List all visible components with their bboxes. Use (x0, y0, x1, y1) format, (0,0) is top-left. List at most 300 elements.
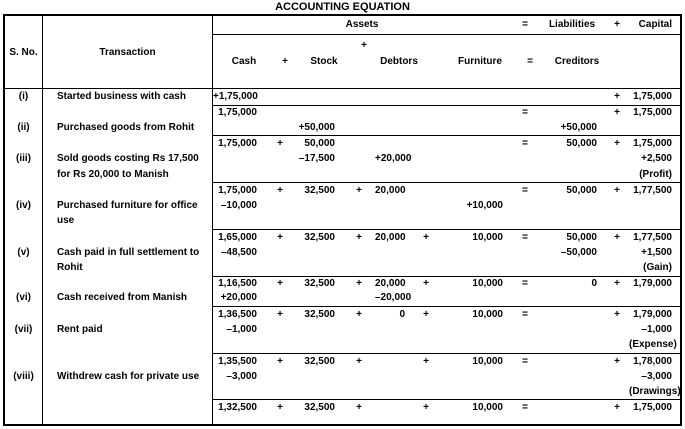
plus-op (605, 151, 629, 166)
equation-line (213, 167, 680, 182)
equals-op: = (522, 184, 528, 196)
transaction-text: Cash paid in full settlement to (57, 247, 200, 259)
plus-op (605, 245, 629, 260)
plus-op (265, 337, 295, 352)
header-column-labels (218, 53, 685, 70)
header-liabilities: Liabilities (548, 19, 596, 30)
capital-value: 1,75,000 (633, 138, 672, 149)
equals-op (511, 167, 539, 182)
serial-number: (v) (17, 247, 30, 259)
transaction-text: use (57, 215, 75, 227)
equation-line (213, 136, 680, 151)
serial-number (5, 307, 42, 322)
stock-value: 32,500 (304, 355, 335, 367)
transaction-text: Cash received from Manish (57, 292, 188, 304)
serial-number-cell (5, 354, 43, 401)
equals-op: = (522, 138, 528, 149)
equals-op: = (522, 308, 528, 320)
creditors-value (539, 369, 605, 384)
serial-number (5, 167, 42, 182)
creditors-value (539, 400, 605, 416)
accounting-equation-table (3, 14, 682, 426)
cash-value: 1,75,000 (218, 184, 257, 196)
equals-op (511, 121, 539, 136)
cash-value: +20,000 (220, 292, 257, 304)
plus-op: + (277, 138, 283, 149)
furniture-value (439, 121, 511, 136)
plus-op: + (614, 91, 620, 102)
plus-op: + (356, 308, 362, 320)
plus-op: + (356, 184, 362, 196)
plus-op (605, 198, 629, 213)
stock-value: 32,500 (304, 184, 335, 196)
plus-op (605, 291, 629, 306)
creditors-value: 50,000 (566, 184, 597, 196)
stock-value: +50,000 (298, 121, 335, 133)
cash-value: –10,000 (220, 200, 257, 212)
plus-op (343, 213, 375, 228)
stock-value: 32,500 (304, 402, 335, 414)
equals-op (511, 291, 539, 306)
creditors-value (539, 213, 605, 228)
furniture-value (439, 291, 511, 306)
creditors-value (539, 322, 605, 337)
plus-op: + (614, 402, 620, 414)
plus-op: + (277, 231, 283, 243)
plus-op (265, 260, 295, 275)
debtors-value: +20,000 (375, 153, 412, 165)
serial-number-cell (5, 89, 43, 106)
plus-op (413, 89, 439, 105)
furniture-value (439, 213, 511, 228)
plus-op (265, 213, 295, 228)
plus-op (265, 106, 295, 121)
plus-op (343, 136, 375, 151)
serial-number: (vi) (16, 292, 31, 304)
equation-cell (213, 136, 680, 183)
capital-value: (Expense) (629, 339, 677, 351)
transaction-cell (43, 183, 213, 230)
creditors-value (539, 167, 605, 182)
transaction-text: Started business with cash (57, 91, 186, 102)
equation-line (213, 400, 680, 416)
plus-sign: + (361, 40, 367, 51)
plus-op (605, 384, 629, 399)
debtors-value (375, 198, 413, 213)
capital-value: (Drawings) (629, 386, 681, 398)
creditors-value (539, 384, 605, 399)
plus-op: + (356, 231, 362, 243)
cash-value: 1,16,500 (218, 277, 257, 289)
creditors-value (539, 106, 605, 121)
serial-number-cell (5, 230, 43, 277)
plus-op: + (614, 277, 620, 289)
plus-op (413, 245, 439, 260)
debtors-value (375, 121, 413, 136)
plus-op: + (614, 355, 620, 367)
transaction-row-group (5, 183, 680, 230)
plus-op: + (277, 402, 283, 414)
furniture-value (439, 369, 511, 384)
equals-op (511, 260, 539, 275)
debtors-value (375, 245, 413, 260)
furniture-value (439, 89, 511, 105)
furniture-value: 10,000 (472, 355, 503, 367)
header-furniture: Furniture (458, 56, 502, 67)
furniture-value: 10,000 (472, 231, 503, 243)
debtors-value: 20,000 (375, 231, 406, 243)
stock-value (295, 167, 343, 182)
transaction-text (43, 354, 212, 369)
cash-value (213, 337, 265, 352)
plus-op: + (423, 402, 429, 414)
plus-op (265, 151, 295, 166)
capital-value: (Profit) (639, 168, 672, 180)
equals-op: = (522, 107, 528, 118)
equals-op (511, 89, 539, 105)
serial-number-cell (5, 183, 43, 230)
plus-op (605, 167, 629, 182)
equals-sign: = (522, 19, 528, 30)
debtors-value: 20,000 (375, 184, 406, 196)
cash-value (213, 260, 265, 275)
equals-op (511, 198, 539, 213)
equals-op (511, 213, 539, 228)
transaction-row-group (5, 106, 680, 136)
cash-value: +1,75,000 (213, 91, 258, 102)
plus-op (413, 369, 439, 384)
furniture-value (439, 136, 511, 151)
cash-value: 1,36,500 (218, 308, 257, 320)
capital-value (629, 213, 680, 228)
table-body (5, 89, 680, 424)
equals-op: = (522, 231, 528, 243)
plus-op (413, 260, 439, 275)
capital-value: –1,000 (641, 323, 672, 335)
transaction-text (43, 400, 212, 416)
equals-op (511, 322, 539, 337)
furniture-value (439, 183, 511, 198)
cash-value: 1,75,000 (218, 138, 257, 149)
transaction-row-group (5, 277, 680, 307)
header-plus-wrap-line (218, 35, 685, 53)
equals-op (511, 384, 539, 399)
equals-op: = (522, 402, 528, 414)
transaction-text: Withdrew cash for private use (57, 370, 200, 382)
debtors-value (375, 260, 413, 275)
stock-value (295, 89, 343, 105)
plus-op (413, 337, 439, 352)
stock-value (295, 213, 343, 228)
plus-op (413, 213, 439, 228)
furniture-value (439, 167, 511, 182)
plus-op (343, 337, 375, 352)
transaction-row-group (5, 89, 680, 106)
debtors-value (375, 167, 413, 182)
capital-value: 1,77,500 (633, 231, 672, 243)
stock-value: 32,500 (304, 277, 335, 289)
transaction-text: Purchased goods from Rohit (57, 121, 195, 133)
creditors-value (539, 151, 605, 166)
cash-value (213, 151, 265, 166)
debtors-value (375, 384, 413, 399)
equation-cell (213, 89, 680, 106)
cash-value (213, 167, 265, 182)
serial-number: (viii) (13, 370, 34, 382)
header-equation-bottom (213, 35, 680, 88)
plus-op (413, 384, 439, 399)
cash-value: 1,75,000 (218, 107, 257, 118)
plus-op: + (277, 308, 283, 320)
transaction-row-group (5, 230, 680, 277)
equation-line (213, 230, 680, 245)
equation-line (213, 384, 680, 399)
equals-op: = (522, 277, 528, 289)
plus-op (343, 89, 375, 105)
transaction-cell (43, 136, 213, 183)
debtors-value (375, 89, 413, 105)
creditors-value: +50,000 (560, 121, 597, 133)
plus-op (343, 167, 375, 182)
capital-value: 1,77,500 (633, 184, 672, 196)
plus-op: + (356, 355, 362, 367)
equation-line (213, 354, 680, 369)
plus-op (343, 369, 375, 384)
equals-op (511, 337, 539, 352)
transaction-cell (43, 354, 213, 401)
stock-value (295, 198, 343, 213)
plus-op (265, 384, 295, 399)
creditors-value (539, 89, 605, 105)
plus-op (605, 213, 629, 228)
plus-op (343, 121, 375, 136)
furniture-value (439, 337, 511, 352)
serial-number (5, 260, 42, 275)
plus-op (265, 322, 295, 337)
creditors-value: 50,000 (566, 231, 597, 243)
furniture-value (439, 384, 511, 399)
equation-line (213, 151, 680, 166)
transaction-text: Sold goods costing Rs 17,500 (57, 153, 199, 165)
capital-value (629, 198, 680, 213)
plus-op: + (423, 308, 429, 320)
capital-value: +1,500 (641, 247, 672, 259)
plus-op (605, 121, 629, 136)
equals-op (511, 151, 539, 166)
plus-op (413, 183, 439, 198)
capital-value: 1,79,000 (633, 308, 672, 320)
plus-op (413, 121, 439, 136)
plus-op (265, 369, 295, 384)
cash-value: 1,65,000 (218, 231, 257, 243)
plus-op: + (356, 402, 362, 414)
plus-op: + (614, 231, 620, 243)
header-creditors: Creditors (554, 56, 600, 67)
debtors-value (375, 337, 413, 352)
cash-value (213, 121, 265, 136)
plus-op (343, 106, 375, 121)
equation-line (213, 369, 680, 384)
plus-op (413, 291, 439, 306)
equation-line (213, 277, 680, 292)
cash-value: –1,000 (226, 323, 257, 335)
equation-line (213, 245, 680, 260)
equals-op: = (522, 355, 528, 367)
furniture-value (439, 260, 511, 275)
equals-sign: = (527, 56, 533, 67)
plus-op: + (614, 308, 620, 320)
stock-value: –17,500 (298, 153, 335, 165)
transaction-text (43, 136, 212, 151)
equation-line (213, 121, 680, 136)
equation-cell (213, 400, 680, 424)
header-equation-area (213, 16, 680, 88)
debtors-value: –20,000 (375, 292, 412, 304)
plus-op (605, 322, 629, 337)
stock-value (295, 337, 343, 352)
plus-op (265, 198, 295, 213)
transaction-text (43, 106, 212, 121)
transaction-cell (43, 307, 213, 354)
header-capital: Capital (638, 19, 672, 30)
table-header (5, 16, 680, 89)
equation-cell (213, 354, 680, 401)
plus-op (343, 260, 375, 275)
debtors-value: 0 (399, 308, 405, 320)
equation-cell (213, 307, 680, 354)
debtors-value (375, 354, 413, 369)
equation-line (213, 291, 680, 306)
equation-cell (213, 106, 680, 136)
plus-op (343, 322, 375, 337)
transaction-row-group (5, 354, 680, 401)
header-equation-top (213, 16, 680, 35)
stock-value (295, 291, 343, 306)
equation-line (213, 337, 680, 352)
debtors-value (375, 369, 413, 384)
debtors-value (375, 106, 413, 121)
plus-op (265, 167, 295, 182)
stock-value (295, 245, 343, 260)
serial-number: (vii) (14, 323, 33, 335)
creditors-value (539, 291, 605, 306)
creditors-value (539, 260, 605, 275)
capital-value: 1,75,000 (633, 107, 672, 118)
capital-value (629, 291, 680, 306)
transaction-text: for Rs 20,000 to Manish (57, 168, 169, 180)
plus-op (343, 245, 375, 260)
plus-op (343, 151, 375, 166)
debtors-value: 20,000 (375, 277, 406, 289)
stock-value (295, 260, 343, 275)
cash-value (213, 384, 265, 399)
header-assets: Assets (345, 19, 379, 30)
plus-op (343, 291, 375, 306)
plus-op: + (423, 231, 429, 243)
header-stock: Stock (310, 56, 338, 67)
plus-sign: + (282, 56, 288, 67)
equals-op (511, 245, 539, 260)
serial-number: (iv) (16, 200, 31, 212)
equals-op (511, 369, 539, 384)
creditors-value (539, 307, 605, 322)
serial-number (5, 106, 42, 121)
plus-op (605, 369, 629, 384)
capital-value: –3,000 (641, 370, 672, 382)
transaction-text: Purchased furniture for office (57, 200, 198, 212)
transaction-text: Rohit (57, 262, 83, 274)
cash-value: 1,35,500 (218, 355, 257, 367)
creditors-value: 50,000 (566, 138, 597, 149)
furniture-value (439, 245, 511, 260)
page-title: ACCOUNTING EQUATION (275, 1, 410, 13)
capital-value: 1,75,000 (633, 91, 672, 102)
serial-number (5, 400, 42, 416)
capital-value: 1,75,000 (633, 402, 672, 414)
furniture-value: 10,000 (472, 308, 503, 320)
header-cash: Cash (231, 56, 257, 67)
equation-line (213, 260, 680, 275)
plus-op (605, 337, 629, 352)
creditors-value: –50,000 (560, 247, 597, 259)
capital-value: +2,500 (641, 153, 672, 165)
serial-number-cell (5, 400, 43, 424)
serial-number-cell (5, 136, 43, 183)
plus-op (413, 151, 439, 166)
plus-op (265, 245, 295, 260)
transaction-cell (43, 106, 213, 136)
transaction-text (43, 384, 212, 399)
equation-cell (213, 183, 680, 230)
cash-value: –48,500 (220, 247, 257, 259)
serial-number-cell (5, 106, 43, 136)
debtors-value (375, 322, 413, 337)
header-serial-number: S. No. (5, 16, 43, 88)
plus-op (605, 260, 629, 275)
capital-value: 1,78,000 (633, 355, 672, 367)
plus-op (265, 89, 295, 105)
serial-number-cell (5, 307, 43, 354)
stock-value (295, 384, 343, 399)
plus-op: + (356, 277, 362, 289)
debtors-value (375, 136, 413, 151)
transaction-text (43, 277, 212, 292)
cash-value (213, 213, 265, 228)
equation-line (213, 183, 680, 198)
stock-value (295, 106, 343, 121)
transaction-text (43, 337, 212, 352)
serial-number (5, 183, 42, 198)
transaction-text (43, 230, 212, 245)
cash-value: 1,32,500 (218, 402, 257, 414)
header-transaction: Transaction (43, 16, 213, 88)
serial-number (5, 277, 42, 292)
plus-op: + (277, 355, 283, 367)
serial-number: (ii) (17, 121, 30, 133)
plus-op: + (614, 184, 620, 196)
transaction-row-group (5, 136, 680, 183)
creditors-value (539, 337, 605, 352)
equation-line (213, 198, 680, 213)
transaction-text (43, 183, 212, 198)
serial-number (5, 213, 42, 228)
furniture-value: 10,000 (472, 402, 503, 414)
furniture-value (439, 106, 511, 121)
transaction-row-group (5, 307, 680, 354)
serial-number-cell (5, 277, 43, 307)
equation-line (213, 322, 680, 337)
serial-number: (i) (18, 91, 29, 102)
